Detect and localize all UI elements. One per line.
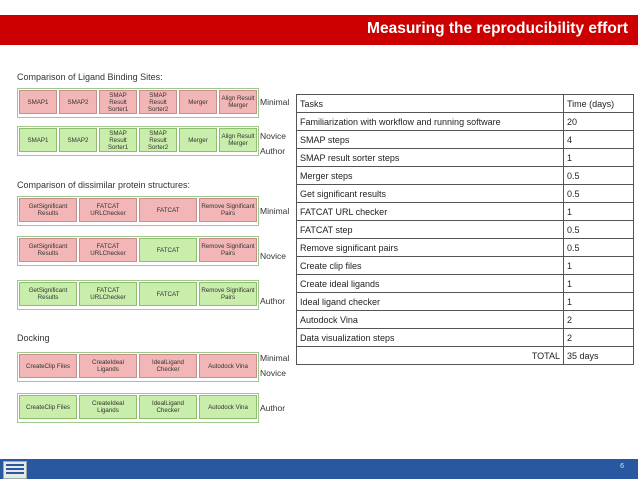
institution-logo-icon [3,461,27,479]
workflow-box: SMAP Result Sorter1 [99,90,137,114]
workflow-box: FATCAT [139,282,197,306]
title-bar [0,15,638,45]
workflow-docking-author [17,393,259,423]
table-row [297,239,634,257]
workflow-box: Remove Significant Pairs [199,198,257,222]
row-label-author: Author [260,146,286,156]
time-cell: 1 [564,257,634,275]
table-row [297,275,634,293]
workflow-ligand-minimal [17,88,259,118]
time-cell: 1 [564,149,634,167]
time-cell: 4 [564,131,634,149]
workflow-box: GetSignificant Results [19,282,77,306]
table-row [297,113,634,131]
workflow-box: CreateIdeal Ligands [79,354,137,378]
task-cell: Create ideal ligands [297,275,564,293]
table-row [297,329,634,347]
task-cell: Ideal ligand checker [297,293,564,311]
table-row [297,185,634,203]
task-cell: FATCAT step [297,221,564,239]
workflow-box: GetSignificant Results [19,238,77,262]
workflow-box: GetSignificant Results [19,198,77,222]
total-label: TOTAL [297,347,564,365]
task-cell: FATCAT URL checker [297,203,564,221]
task-time-table [296,94,634,365]
table-row [297,149,634,167]
task-cell: Data visualization steps [297,329,564,347]
footer-bar [0,459,638,479]
time-cell: 0.5 [564,221,634,239]
workflow-box: Align Result Merger [219,90,257,114]
workflow-box: SMAP2 [59,128,97,152]
table-total-row [297,347,634,365]
workflow-protein-author [17,280,259,310]
table-row [297,221,634,239]
workflow-box: FATCAT [139,198,197,222]
table-row [297,293,634,311]
task-cell: Familiarization with workflow and running software [297,113,564,131]
workflow-box: Remove Significant Pairs [199,282,257,306]
table-row [297,167,634,185]
workflow-box: CreateClip Files [19,354,77,378]
time-cell: 20 [564,113,634,131]
task-cell: Create clip files [297,257,564,275]
row-label-author: Author [260,296,286,306]
table-row [297,311,634,329]
time-cell: 1 [564,203,634,221]
row-label-novice: Novice [260,251,286,261]
section-heading-docking: Docking [17,333,50,343]
workflow-box: SMAP1 [19,128,57,152]
workflow-docking-minimal-novice [17,352,259,382]
task-cell: SMAP result sorter steps [297,149,564,167]
workflow-protein-novice [17,236,259,266]
table-row [297,131,634,149]
workflow-box: Autodock Vina [199,354,257,378]
row-label-novice: Novice [260,131,286,141]
time-cell: 0.5 [564,239,634,257]
header-time: Time (days) [564,95,634,113]
table-row [297,257,634,275]
workflow-box: SMAP1 [19,90,57,114]
workflow-box: SMAP2 [59,90,97,114]
page-number: 6 [620,463,624,470]
workflow-box: Remove Significant Pairs [199,238,257,262]
workflow-box: FATCAT [139,238,197,262]
workflow-box: CreateIdeal Ligands [79,395,137,419]
row-label-minimal: Minimal [260,353,290,363]
row-label-minimal: Minimal [260,206,290,216]
time-cell: 0.5 [564,185,634,203]
task-cell: SMAP steps [297,131,564,149]
workflow-box: SMAP Result Sorter2 [139,128,177,152]
time-cell: 2 [564,311,634,329]
workflow-box: FATCAT URLChecker [79,238,137,262]
workflow-ligand-novice-author [17,126,259,156]
workflow-box: SMAP Result Sorter2 [139,90,177,114]
workflow-box: SMAP Result Sorter1 [99,128,137,152]
time-cell: 2 [564,329,634,347]
row-label-minimal: Minimal [260,97,290,107]
header-tasks: Tasks [297,95,564,113]
workflow-box: Align Result Merger [219,128,257,152]
table-row [297,203,634,221]
workflow-box: Merger [179,128,217,152]
row-label-novice: Novice [260,368,286,378]
time-cell: 1 [564,275,634,293]
workflow-box: FATCAT URLChecker [79,282,137,306]
task-cell: Merger steps [297,167,564,185]
task-cell: Autodock Vina [297,311,564,329]
workflow-box: CreateClip Files [19,395,77,419]
total-value: 35 days [564,347,634,365]
workflow-box: IdealLigand Checker [139,395,197,419]
workflow-box: Merger [179,90,217,114]
slide-title: Measuring the reproducibility effort [367,20,628,37]
time-cell: 0.5 [564,167,634,185]
workflow-box: Autodock Vina [199,395,257,419]
workflow-box: FATCAT URLChecker [79,198,137,222]
workflow-box: IdealLigand Checker [139,354,197,378]
section-heading-ligand: Comparison of Ligand Binding Sites: [17,72,163,82]
task-cell: Get significant results [297,185,564,203]
task-cell: Remove significant pairs [297,239,564,257]
row-label-author: Author [260,403,286,413]
time-cell: 1 [564,293,634,311]
table-header-row [297,95,634,113]
section-heading-protein: Comparison of dissimilar protein structures: [17,180,191,190]
workflow-protein-minimal [17,196,259,226]
